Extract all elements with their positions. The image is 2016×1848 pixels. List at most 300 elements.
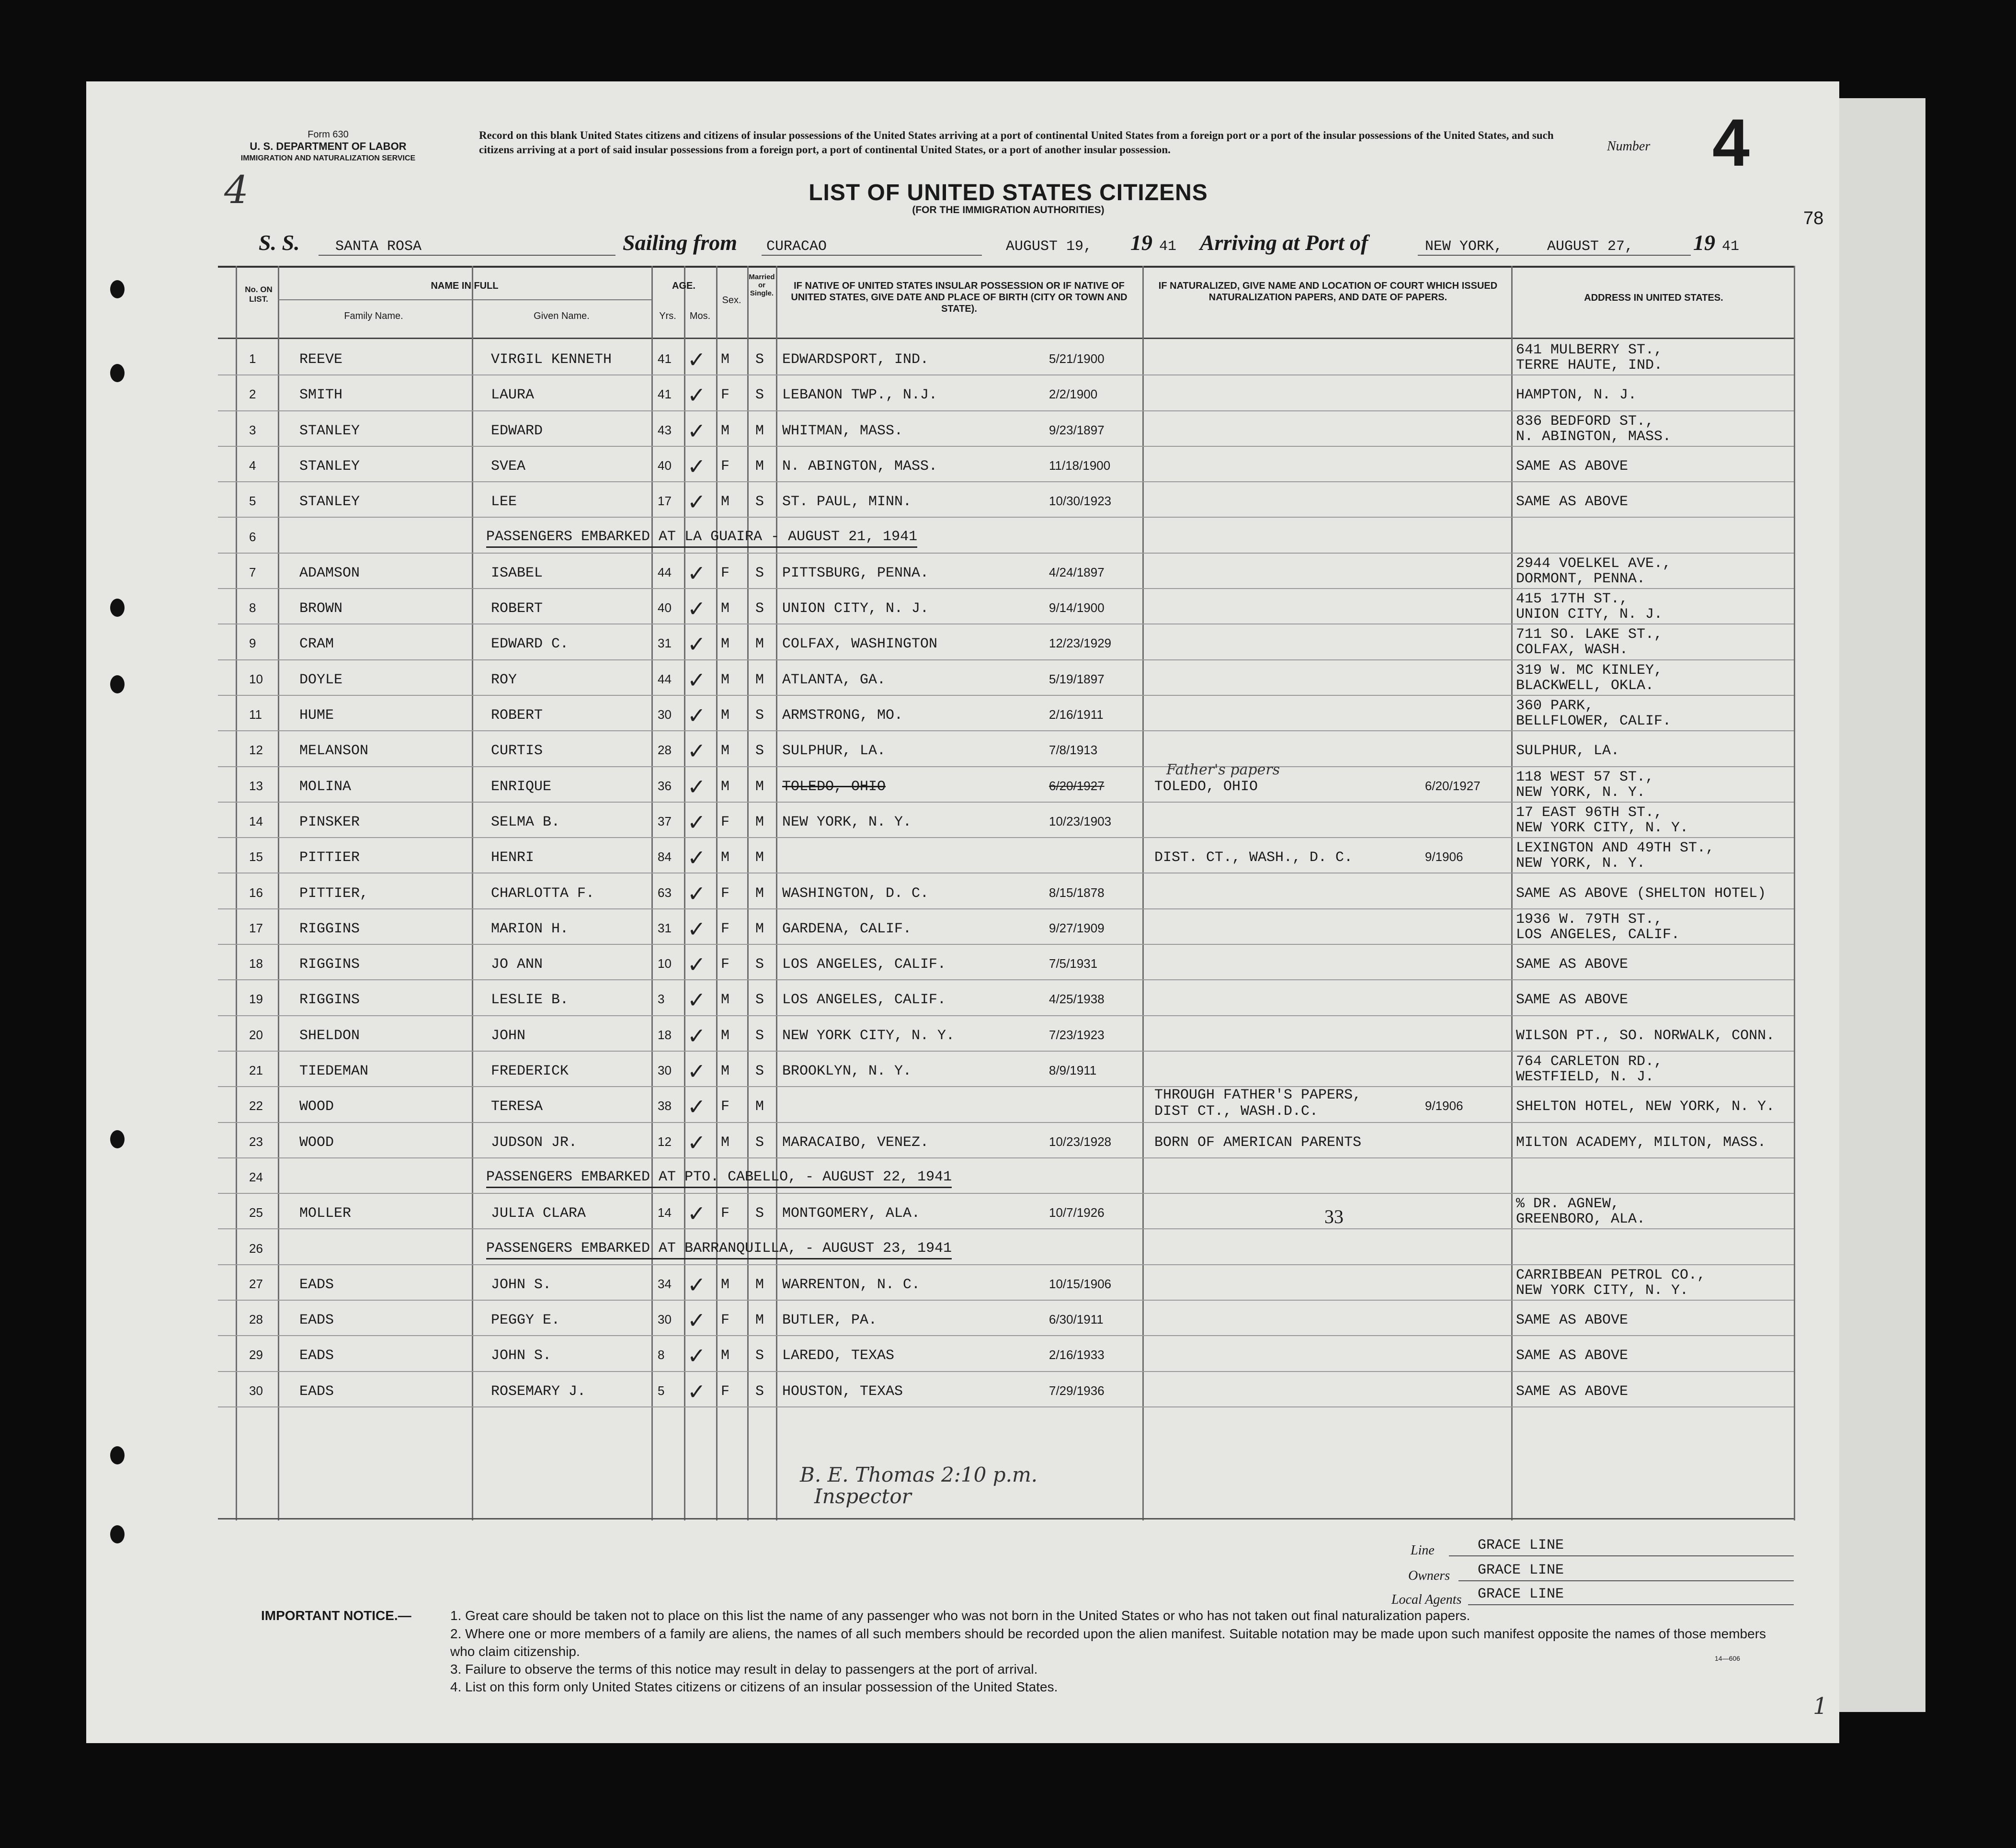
birth-place: ATLANTA, GA. [782,671,886,688]
passenger-row [218,624,1794,660]
departure-year-prefix: 19 [1130,230,1152,255]
age-years: 30 [658,1063,672,1077]
family-name: STANLEY [299,494,360,510]
given-name: SELMA B. [491,814,560,830]
marital-status: S [755,494,764,510]
address-line-1: 1936 W. 79TH ST., [1516,911,1663,928]
birth-place: ST. PAUL, MINN. [782,494,912,510]
page-mark-right: 78 [1803,208,1824,228]
address-line-2: BLACKWELL, OKLA. [1516,677,1654,694]
naturalization-court: DIST. CT., WASH., D. C. [1154,850,1353,866]
arrival-port: NEW YORK, [1425,238,1503,255]
check-mark: ✓ [687,1307,706,1334]
row-number: 2 [249,387,256,402]
inspector-title: Inspector [814,1485,911,1508]
embarkation-banner: PASSENGERS EMBARKED AT PTO. CABELLO, - AUGUST 22, 1941 [486,1169,952,1188]
age-years: 14 [658,1205,672,1220]
given-name: LEE [491,494,517,510]
birth-place: BUTLER, PA. [782,1312,877,1329]
birth-date: 7/23/1923 [1049,1027,1105,1042]
sex: F [721,1205,730,1222]
check-mark: ✓ [687,1058,706,1084]
birth-date: 2/2/1900 [1049,387,1098,402]
passenger-row [218,909,1794,945]
age-years: 28 [658,743,672,758]
sex: F [721,458,730,475]
sex: F [721,920,730,937]
address-line-2: LOS ANGELES, CALIF. [1516,926,1680,943]
family-name: RIGGINS [299,956,360,973]
check-mark: ✓ [687,418,706,444]
footer-code: 14—606 [1715,1655,1740,1662]
check-mark: ✓ [687,631,706,658]
naturalization-date: 9/1906 [1425,850,1463,864]
passenger-row [218,1016,1794,1052]
department-name: U. S. DEPARTMENT OF LABOR [250,140,407,152]
birth-place: LEBANON TWP., N.J. [782,387,938,404]
sex: M [721,636,730,653]
arrival-date: AUGUST 27, [1547,238,1634,255]
passenger-row [218,761,1794,803]
punch-hole [110,1525,125,1543]
departure-port: CURACAO [766,238,827,255]
passenger-row [218,1265,1794,1301]
sex: M [721,1134,730,1151]
marital-status: S [755,1134,764,1151]
birth-place: WASHINGTON, D. C. [782,885,929,902]
check-mark: ✓ [687,453,706,479]
check-mark: ✓ [687,703,706,728]
passenger-row [218,1052,1794,1088]
birth-place: GARDENA, CALIF. [782,920,912,937]
sex: M [721,707,730,724]
birth-place: LOS ANGELES, CALIF. [782,992,946,1009]
address-line-2: COLFAX, WASH. [1516,642,1629,658]
age-years: 38 [658,1099,672,1113]
given-name: PEGGY E. [491,1312,560,1329]
marital-status: M [755,422,764,439]
given-name: LESLIE B. [491,992,569,1009]
birth-place: WARRENTON, N. C. [782,1276,921,1293]
passenger-row [218,874,1794,910]
header-yrs: Yrs. [659,311,676,321]
sex: F [721,885,730,902]
check-mark: ✓ [687,382,706,408]
birth-date: 8/15/1878 [1049,885,1105,900]
family-name: RIGGINS [299,920,360,937]
marital-status: M [755,1276,764,1293]
row-number: 12 [249,743,263,758]
row-number: 27 [249,1276,263,1291]
age-years: 10 [658,956,672,971]
age-years: 3 [658,992,665,1007]
age-years: 31 [658,920,672,935]
given-name: LAURA [491,387,535,404]
passenger-row [218,1123,1794,1159]
given-name: MARION H. [491,920,569,937]
row-number: 29 [249,1348,263,1362]
header-given: Given Name. [534,311,590,321]
sex: M [721,601,730,617]
address-line-2: DORMONT, PENNA. [1516,570,1646,587]
sailing-label: Sailing from [623,230,738,255]
birth-date: 9/23/1897 [1049,422,1105,437]
sex: F [721,814,730,830]
sex: M [721,743,730,760]
owners-label: Owners [1408,1568,1450,1583]
check-mark: ✓ [687,1343,706,1369]
check-mark: ✓ [687,347,706,373]
ss-label: S. S. [259,230,300,255]
given-name: TERESA [491,1099,543,1115]
marital-status: S [755,1063,764,1079]
row-number: 24 [249,1169,263,1184]
check-mark: ✓ [687,1271,706,1298]
family-name: ADAMSON [299,565,360,581]
row-number: 26 [249,1241,263,1256]
list-number: 4 [1712,105,1750,180]
address-line-1: 415 17TH ST., [1516,591,1629,608]
given-name: HENRI [491,850,535,866]
given-name: SVEA [491,458,526,475]
birth-place: EDWARDSPORT, IND. [782,351,929,368]
address-line-2: N. ABINGTON, MASS. [1516,428,1672,445]
birth-place: MONTGOMERY, ALA. [782,1205,921,1222]
family-name: REEVE [299,351,343,368]
header-age: AGE. [672,281,695,291]
sex: M [721,422,730,439]
passenger-row [218,375,1794,411]
form-number: Form 630 [308,129,349,140]
row-number: 6 [249,529,256,544]
birth-date: 6/30/1911 [1049,1312,1104,1327]
given-name: JOHN S. [491,1348,552,1364]
given-name: ROBERT [491,601,543,617]
row-number: 4 [249,458,256,473]
marital-status: S [755,565,764,581]
age-years: 17 [658,494,672,509]
given-name: JULIA CLARA [491,1205,586,1222]
header-mos: Mos. [689,311,711,321]
passenger-row [218,411,1794,447]
page-subtitle: (FOR THE IMMIGRATION AUTHORITIES) [912,204,1105,215]
age-years: 44 [658,565,672,579]
marital-status: M [755,920,764,937]
marital-status: M [755,778,764,795]
marital-status: M [755,671,764,688]
owners-value: GRACE LINE [1478,1562,1564,1578]
row-number: 5 [249,494,256,509]
number-label: Number [1607,139,1651,154]
line-value: GRACE LINE [1478,1537,1564,1553]
address-line-1: SAME AS ABOVE [1516,1312,1629,1329]
punch-hole [110,364,125,382]
marital-status: M [755,850,764,866]
header-naturalized: IF NATURALIZED, GIVE NAME AND LOCATION OF COURT WHICH ISSUED NATURALIZATION PAPERS, AND DATE OF PAPERS. [1158,281,1498,303]
given-name: EDWARD C. [491,636,569,653]
age-years: 40 [658,458,672,473]
sex: M [721,494,730,510]
marital-status: S [755,601,764,617]
age-years: 36 [658,778,672,793]
address-line-1: SAME AS ABOVE [1516,1383,1629,1400]
arriving-label: Arriving at Port of [1200,230,1368,255]
marital-status: S [755,387,764,404]
row-number: 1 [249,351,256,366]
age-years: 30 [658,707,672,722]
check-mark: ✓ [687,1094,706,1120]
notice-item-2: 2. Where one or more members of a family are aliens, the names of all such members should be recorded upon the alien manifest. Suitable notation may be made upon such manifest opposite the names of those members who claim citizenship. [450,1626,1766,1659]
sex: F [721,956,730,973]
birth-date: 4/25/1938 [1049,992,1105,1007]
birth-date: 9/27/1909 [1049,920,1105,935]
row-number: 25 [249,1205,263,1220]
birth-date: 8/9/1911 [1049,1063,1097,1077]
passenger-row [218,980,1794,1016]
page-mark-left: 4 [224,168,249,212]
family-name: CRAM [299,636,334,653]
marital-status: S [755,1348,764,1364]
given-name: JOHN S. [491,1276,552,1293]
sex: F [721,565,730,581]
punch-hole [110,280,125,298]
address-line-1: 17 EAST 96TH ST., [1516,804,1663,821]
row-number: 21 [249,1063,263,1077]
family-name: RIGGINS [299,992,360,1009]
sex: F [721,1099,730,1115]
row-number: 3 [249,422,256,437]
marital-status: S [755,1205,764,1222]
given-name: ROY [491,671,517,688]
birth-date: 7/8/1913 [1049,743,1098,758]
passenger-row [218,803,1794,839]
address-line-2: NEW YORK CITY, N. Y. [1516,819,1689,836]
row-number: 17 [249,920,263,935]
check-mark: ✓ [687,596,706,622]
address-line-1: WILSON PT., SO. NORWALK, CONN. [1516,1027,1775,1044]
passenger-row [218,589,1794,625]
punch-hole [110,675,125,693]
address-line-1: SAME AS ABOVE [1516,992,1629,1009]
birth-place: PITTSBURG, PENNA. [782,565,929,581]
birth-place: COLFAX, WASHINGTON [782,636,938,653]
address-line-2: GREENBORO, ALA. [1516,1211,1646,1228]
address-line-1: SULPHUR, LA. [1516,743,1620,760]
header-sex: Sex. [722,295,741,306]
notice-heading: IMPORTANT NOTICE.— [261,1608,411,1623]
given-name: JUDSON JR. [491,1134,578,1151]
birth-place: LOS ANGELES, CALIF. [782,956,946,973]
row-number: 18 [249,956,263,971]
check-mark: ✓ [687,916,706,942]
check-mark: ✓ [687,560,706,586]
header-name: NAME IN FULL [431,281,499,291]
row-number: 9 [249,636,256,651]
notice-item-1: 1. Great care should be taken not to place on this list the name of any passenger who was not born in the United States or who has not taken out final naturalization papers. [450,1608,1470,1623]
handwritten-note: Father's papers [1166,761,1280,778]
birth-date: 7/29/1936 [1049,1383,1105,1398]
row-number: 19 [249,992,263,1007]
marital-status: S [755,707,764,724]
marital-status: M [755,458,764,475]
line-label: Line [1411,1543,1435,1558]
address-line-1: CARRIBBEAN PETROL CO., [1516,1267,1706,1283]
check-mark: ✓ [687,667,706,693]
sex: M [721,778,730,795]
address-line-1: 360 PARK, [1516,698,1594,714]
check-mark: ✓ [687,952,706,978]
passenger-row [218,1336,1794,1372]
sex: M [721,351,730,368]
address-line-2: WESTFIELD, N. J. [1516,1069,1654,1085]
check-mark: ✓ [687,738,706,764]
row-number: 15 [249,850,263,864]
birth-date: 10/15/1906 [1049,1276,1112,1291]
row-number: 23 [249,1134,263,1149]
check-mark: ✓ [687,1129,706,1156]
page-title: LIST OF UNITED STATES CITIZENS [809,180,1208,205]
family-name: MELANSON [299,743,369,760]
passenger-row [218,660,1794,696]
row-number: 11 [249,707,262,722]
address-line-1: 836 BEDFORD ST., [1516,413,1654,430]
passenger-row [218,447,1794,483]
birth-place: NEW YORK CITY, N. Y. [782,1027,955,1044]
birth-date: 6/20/1927 [1049,778,1105,793]
passenger-row [218,1372,1794,1408]
sex: M [721,992,730,1009]
record-instructions: Record on this blank United States citizens and citizens of insular possessions of the United States arriving at a port of continental United States from a foreign port or a port of the insular possessions of the United States, and such citizens arriving at a port of said insular possessions from a foreign port, a port of continental United States, or a port of another insular possession. [479,129,1554,156]
naturalization-court: TOLEDO, OHIO [1154,778,1258,795]
sex: M [721,671,730,688]
sex: F [721,1312,730,1329]
address-line-1: SAME AS ABOVE [1516,494,1629,510]
birth-place: UNION CITY, N. J. [782,601,929,617]
age-years: 41 [658,387,672,402]
birth-place: MARACAIBO, VENEZ. [782,1134,929,1151]
address-line-1: % DR. AGNEW, [1516,1196,1620,1213]
birth-date: 2/16/1933 [1049,1348,1105,1362]
marital-status: M [755,885,764,902]
birth-date: 5/19/1897 [1049,671,1105,686]
passenger-row [218,482,1794,518]
family-name: EADS [299,1348,334,1364]
naturalization-date: 6/20/1927 [1425,778,1481,793]
passenger-row [218,1301,1794,1337]
sex: M [721,1063,730,1079]
marital-status: S [755,992,764,1009]
check-mark: ✓ [687,1378,706,1405]
address-line-1: SHELTON HOTEL, NEW YORK, N. Y. [1516,1099,1775,1115]
family-name: EADS [299,1276,334,1293]
naturalization-court: THROUGH FATHER'S PAPERS, [1154,1087,1362,1104]
sex: F [721,1383,730,1400]
family-name: PINSKER [299,814,360,830]
age-years: 12 [658,1134,672,1149]
birth-date: 10/23/1928 [1049,1134,1112,1149]
given-name: ROBERT [491,707,543,724]
address-line-1: 118 WEST 57 ST., [1516,769,1654,785]
family-name: DOYLE [299,671,343,688]
row-number: 16 [249,885,263,900]
birth-place: ARMSTRONG, MO. [782,707,903,724]
given-name: FREDERICK [491,1063,569,1079]
marital-status: S [755,1027,764,1044]
address-line-1: SAME AS ABOVE (SHELTON HOTEL) [1516,885,1766,902]
address-line-2: NEW YORK, N. Y. [1516,784,1646,801]
birth-date: 2/16/1911 [1049,707,1104,722]
row-number: 7 [249,565,256,579]
birth-date: 11/18/1900 [1049,458,1111,473]
age-years: 8 [658,1348,665,1362]
address-line-2: NEW YORK, N. Y. [1516,855,1646,872]
row-number: 8 [249,601,256,615]
check-mark: ✓ [687,987,706,1013]
address-line-1: 711 SO. LAKE ST., [1516,626,1663,643]
address-line-1: 2944 VOELKEL AVE., [1516,555,1672,572]
address-line-2: BELLFLOWER, CALIF. [1516,713,1672,729]
sex: M [721,1348,730,1364]
notice-item-3: 3. Failure to observe the terms of this notice may result in delay to passengers at the port of arrival. [450,1662,1038,1677]
check-mark: ✓ [687,809,706,835]
naturalization-court: 33 [1324,1206,1344,1228]
family-name: HUME [299,707,334,724]
marital-status: M [755,636,764,653]
naturalization-date: 9/1906 [1425,1099,1463,1113]
given-name: CURTIS [491,743,543,760]
birth-date: 12/23/1929 [1049,636,1112,651]
family-name: STANLEY [299,422,360,439]
marital-status: M [755,1312,764,1329]
birth-place: TOLEDO, OHIO [782,778,886,795]
age-years: 41 [658,351,672,366]
sex: M [721,850,730,866]
notice-item-4: 4. List on this form only United States citizens or citizens of an insular possession of the United States. [450,1679,1058,1694]
header-married: Married or Single. [749,273,775,297]
arrival-year-prefix: 19 [1693,230,1715,255]
row-number: 14 [249,814,263,828]
sex: F [721,387,730,404]
sex: M [721,1027,730,1044]
given-name: JO ANN [491,956,543,973]
given-name: ROSEMARY J. [491,1383,586,1400]
agents-value: GRACE LINE [1478,1586,1564,1602]
age-years: 31 [658,636,672,651]
family-name: EADS [299,1383,334,1400]
given-name: VIRGIL KENNETH [491,351,612,368]
address-line-1: HAMPTON, N. J. [1516,387,1637,404]
family-name: STANLEY [299,458,360,475]
age-years: 44 [658,671,672,686]
age-years: 63 [658,885,672,900]
sex: M [721,1276,730,1293]
row-number: 20 [249,1027,263,1042]
marital-status: S [755,956,764,973]
family-name: BROWN [299,601,343,617]
age-years: 43 [658,422,672,437]
family-name: MOLINA [299,778,352,795]
age-years: 37 [658,814,672,828]
departure-date: AUGUST 19, [1006,238,1093,255]
check-mark: ✓ [687,845,706,871]
birth-place: LAREDO, TEXAS [782,1348,895,1364]
passenger-row [218,838,1794,874]
punch-hole [110,1446,125,1464]
row-number: 22 [249,1099,263,1113]
row-number: 10 [249,671,263,686]
address-line-2: UNION CITY, N. J. [1516,606,1663,623]
row-number: 30 [249,1383,263,1398]
